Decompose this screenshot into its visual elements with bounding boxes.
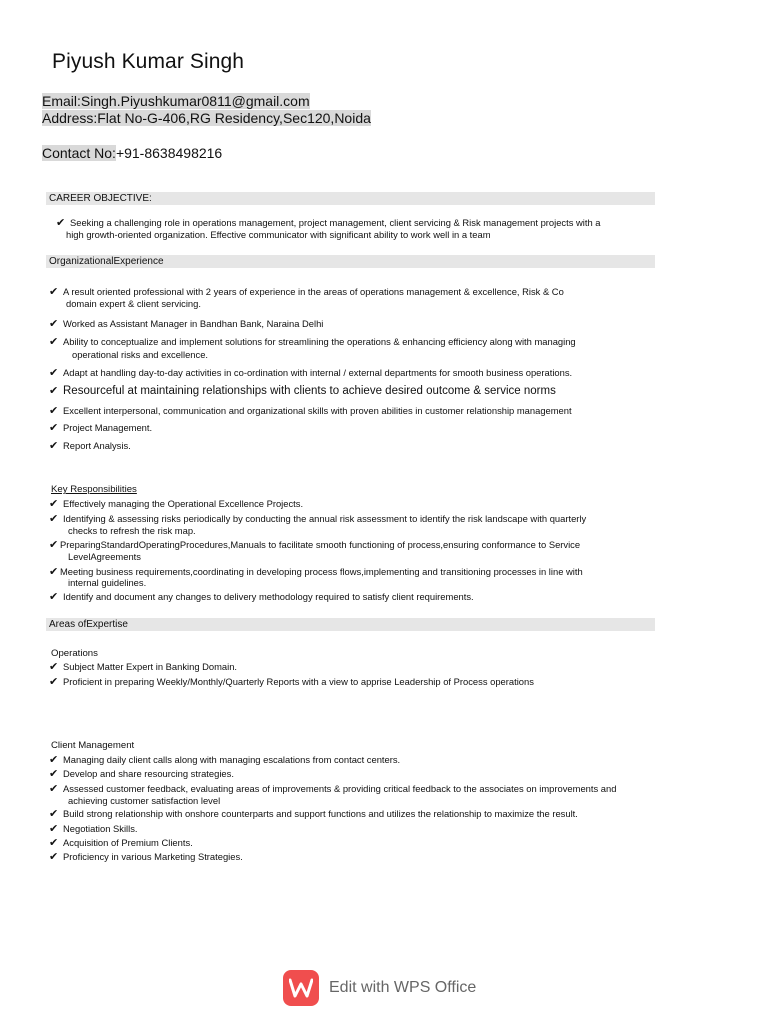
check-icon: ✔	[49, 336, 59, 348]
check-icon: ✔	[49, 539, 59, 551]
email-label: Email:	[42, 93, 81, 109]
responsibility-item: ✔ Effectively managing the Operational Excellence Projects.	[49, 498, 304, 510]
contact-line	[42, 145, 222, 162]
check-icon: ✔	[49, 783, 59, 795]
check-icon: ✔	[49, 808, 59, 820]
client-item: ✔ Managing daily client calls along with managing escalations from contact centers.	[49, 754, 401, 766]
check-icon: ✔	[49, 440, 59, 452]
responsibilities-heading: Key Responsibilities	[51, 484, 137, 495]
email-line	[42, 93, 310, 110]
check-icon: ✔	[49, 661, 59, 673]
experience-item: ✔ Resourceful at maintaining relationships with clients to achieve desired outcome & service norms	[49, 385, 556, 397]
responsibility-item: ✔ Meeting business requirements,coordinating in developing process flows,implementing and transitioning processes in line with	[49, 566, 583, 578]
operations-item: ✔ Proficient in preparing Weekly/Monthly/Quarterly Reports with a view to apprise Leadership of Process operations	[49, 676, 534, 688]
client-item: ✔ Assessed customer feedback, evaluating areas of improvements & providing critical feedback to the associates on improvements and	[49, 783, 617, 795]
responsibility-item-continuation: checks to refresh the risk map.	[68, 525, 196, 536]
experience-heading: OrganizationalExperience	[46, 255, 655, 268]
address-label: Address:	[42, 110, 98, 126]
check-icon: ✔	[49, 318, 59, 330]
email-value: Singh.Piyushkumar0811@gmail.com	[80, 93, 310, 109]
check-icon: ✔	[49, 405, 59, 417]
experience-item: ✔ Project Management.	[49, 422, 153, 434]
experience-item: ✔ Report Analysis.	[49, 440, 131, 452]
career-objective-line-1: ✔ Seeking a challenging role in operations management, project management, client servicing & Risk management projects with a	[56, 217, 601, 229]
career-objective-heading: CAREER OBJECTIVE:	[46, 192, 655, 205]
check-icon: ✔	[49, 591, 59, 603]
check-icon: ✔	[49, 367, 59, 379]
client-item: ✔ Develop and share resourcing strategies.	[49, 768, 234, 780]
responsibility-item: ✔ Identify and document any changes to delivery methodology required to satisfy client requirements.	[49, 591, 474, 603]
check-icon: ✔	[49, 498, 59, 510]
check-icon: ✔	[49, 851, 59, 863]
wps-edit-button[interactable]	[283, 970, 476, 1006]
check-icon: ✔	[49, 754, 59, 766]
operations-item: ✔ Subject Matter Expert in Banking Domain.	[49, 661, 238, 673]
check-icon: ✔	[49, 823, 59, 835]
responsibility-item-continuation: LevelAgreements	[68, 551, 141, 562]
responsibility-item-continuation: internal guidelines.	[68, 577, 147, 588]
client-item: ✔ Negotiation Skills.	[49, 823, 138, 835]
responsibility-item: ✔ PreparingStandardOperatingProcedures,Manuals to facilitate smooth functioning of process,ensuring conformance to Service	[49, 539, 581, 551]
check-icon: ✔	[49, 286, 59, 298]
contact-label: Contact No:	[42, 145, 116, 161]
experience-item: ✔ Excellent interpersonal, communication and organizational skills with proven abilities in customer relationship management	[49, 405, 572, 417]
check-icon: ✔	[49, 676, 59, 688]
experience-item: ✔ Ability to conceptualize and implement solutions for streamlining the operations & enhancing efficiency along with managing	[49, 336, 576, 348]
address-line	[42, 110, 371, 127]
experience-item-continuation: domain expert & client servicing.	[66, 298, 201, 309]
candidate-name: Piyush Kumar Singh	[52, 50, 245, 73]
client-item-continuation: achieving customer satisfaction level	[68, 795, 221, 806]
check-icon: ✔	[49, 837, 59, 849]
check-icon: ✔	[56, 217, 66, 229]
wps-logo-icon	[283, 970, 319, 1006]
responsibility-item: ✔ Identifying & assessing risks periodically by conducting the annual risk assessment to identify the risk landscape with quarterly	[49, 513, 587, 525]
check-icon: ✔	[49, 768, 59, 780]
check-icon: ✔	[49, 513, 59, 525]
experience-item: ✔ Adapt at handling day-to-day activities in co-ordination with internal / external departments for smooth business operations.	[49, 367, 573, 379]
client-item: ✔ Build strong relationship with onshore counterparts and support functions and utilizes the relationship to maximize the result.	[49, 808, 578, 820]
expertise-heading: Areas ofExpertise	[46, 618, 655, 631]
check-icon: ✔	[49, 422, 59, 434]
experience-item: ✔ Worked as Assistant Manager in Bandhan Bank, Naraina Delhi	[49, 318, 324, 330]
experience-item: ✔ A result oriented professional with 2 years of experience in the areas of operations management & excellence, Risk & Co	[49, 286, 564, 298]
check-icon: ✔	[49, 566, 59, 578]
client-management-heading: Client Management	[51, 740, 135, 751]
career-objective-line-2: high growth-oriented organization. Effective communicator with significant ability to work well in a team	[66, 229, 491, 240]
wps-edit-label: Edit with WPS Office	[329, 979, 477, 996]
contact-value: +91-8638498216	[115, 145, 223, 161]
check-icon: ✔	[49, 385, 59, 397]
experience-item-continuation: operational risks and excellence.	[72, 349, 209, 360]
address-value: Flat No-G-406,RG Residency,Sec120,Noida	[97, 110, 371, 126]
client-item: ✔ Acquisition of Premium Clients.	[49, 837, 193, 849]
operations-heading: Operations	[51, 648, 98, 659]
client-item: ✔ Proficiency in various Marketing Strategies.	[49, 851, 243, 863]
